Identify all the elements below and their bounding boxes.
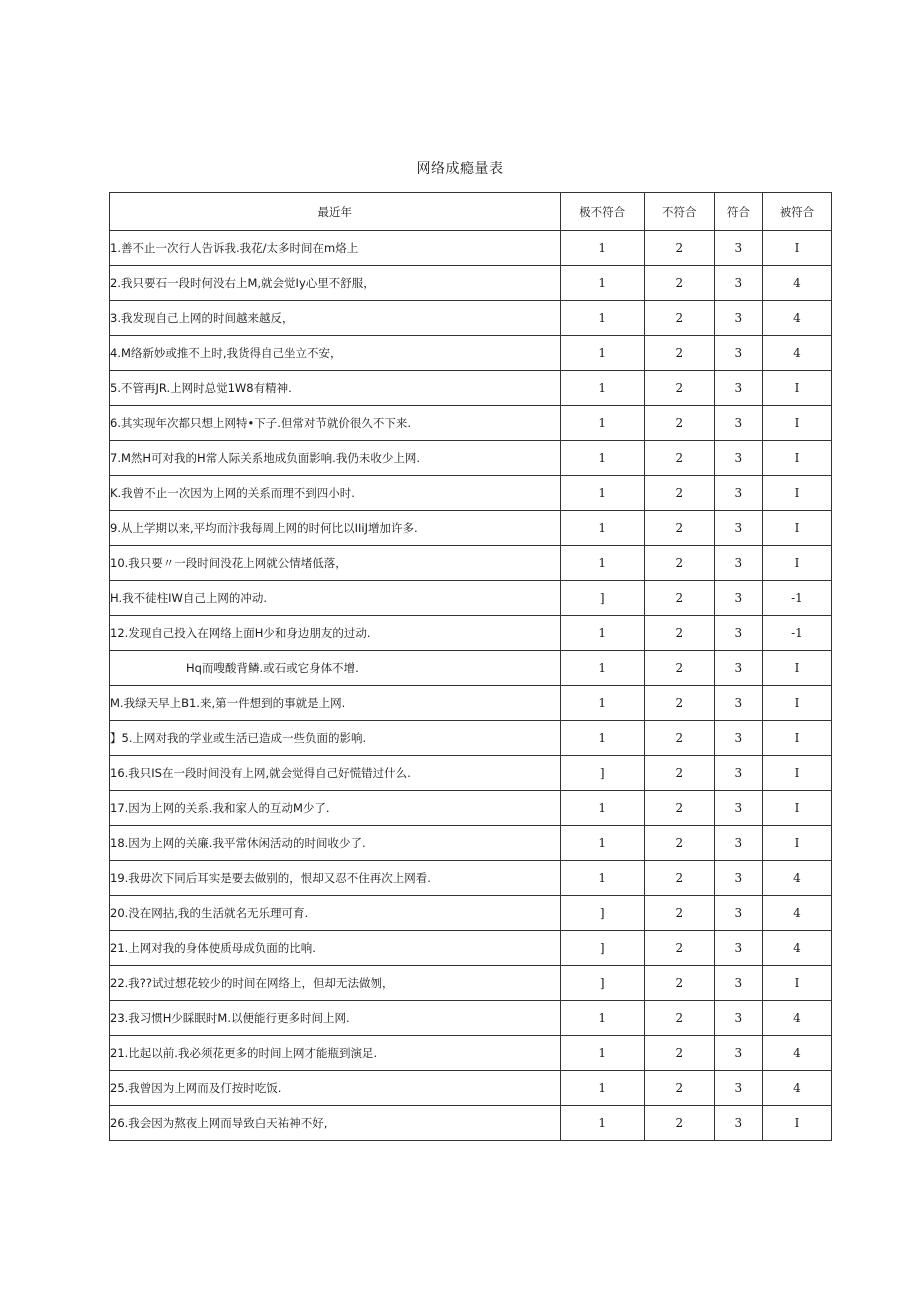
- table-row: [110, 1036, 832, 1071]
- item-text: 7.M然H可对我的H常人际关系地成负面影响.我仍未收少上网.: [110, 441, 561, 476]
- score-option-2: 2: [644, 616, 714, 651]
- score-option-4: I: [762, 546, 831, 581]
- item-text: 23.我习惯H少睬眠时M.以便能行更多时间上网.: [110, 1001, 561, 1036]
- table-row: [110, 651, 832, 686]
- score-option-2: 2: [644, 1036, 714, 1071]
- score-option-1: ]: [560, 756, 644, 791]
- scale-table: [109, 192, 832, 1141]
- table-row: [110, 231, 832, 266]
- item-text: 21.上网对我的身体使质母成负面的比响.: [110, 931, 561, 966]
- item-text: 17.因为上网的关系.我和家人的互动M少了.: [110, 791, 561, 826]
- item-text: Hq而嗖酸背鳞.或石或它身体不增.: [110, 651, 561, 686]
- table-row: [110, 1071, 832, 1106]
- score-option-3: 3: [714, 1071, 762, 1106]
- score-option-4: -1: [762, 581, 831, 616]
- item-text: 3.我发现自己上网的时间越来越反，: [110, 301, 561, 336]
- score-option-1: 1: [560, 546, 644, 581]
- table-row: [110, 511, 832, 546]
- score-option-4: I: [762, 686, 831, 721]
- score-option-1: ]: [560, 896, 644, 931]
- item-text: 4.M络新妙或推不上时,我货得自己坐立不安，: [110, 336, 561, 371]
- item-text: 2.我只要石一段时何没右上M,就会觉Iy心里不舒服，: [110, 266, 561, 301]
- score-option-3: 3: [714, 231, 762, 266]
- item-text: M.我绿天早上B1.来,第一件想到的事就是上网.: [110, 686, 561, 721]
- score-option-3: 3: [714, 861, 762, 896]
- score-option-1: 1: [560, 476, 644, 511]
- score-option-4: 4: [762, 1001, 831, 1036]
- score-option-4: 4: [762, 1036, 831, 1071]
- score-option-1: 1: [560, 1036, 644, 1071]
- score-option-3: 3: [714, 966, 762, 1001]
- score-option-3: 3: [714, 581, 762, 616]
- score-option-2: 2: [644, 966, 714, 1001]
- score-option-1: 1: [560, 861, 644, 896]
- item-text: K.我曾不止一次因为上网的关系而理不到四小时.: [110, 476, 561, 511]
- score-option-2: 2: [644, 931, 714, 966]
- header-option-4: 被符合: [762, 193, 831, 231]
- score-option-1: 1: [560, 826, 644, 861]
- item-text: 5.不管再JR.上网时总觉1W8有精神.: [110, 371, 561, 406]
- score-option-1: 1: [560, 1106, 644, 1141]
- score-option-2: 2: [644, 336, 714, 371]
- item-text: 12.发现自己投入在网络上面H少和身边朋友的过动.: [110, 616, 561, 651]
- score-option-3: 3: [714, 336, 762, 371]
- table-row: [110, 371, 832, 406]
- header-option-1: 极不符合: [560, 193, 644, 231]
- score-option-4: 4: [762, 301, 831, 336]
- score-option-4: I: [762, 966, 831, 1001]
- score-option-2: 2: [644, 756, 714, 791]
- score-option-1: 1: [560, 791, 644, 826]
- score-option-3: 3: [714, 826, 762, 861]
- score-option-4: 4: [762, 896, 831, 931]
- table-row: [110, 756, 832, 791]
- table-row: [110, 896, 832, 931]
- score-option-1: 1: [560, 616, 644, 651]
- score-option-1: 1: [560, 511, 644, 546]
- score-option-2: 2: [644, 371, 714, 406]
- item-text: 】5.上网对我的学业或生活已造成一些负面的影响.: [110, 721, 561, 756]
- score-option-3: 3: [714, 686, 762, 721]
- score-option-3: 3: [714, 931, 762, 966]
- header-option-3: 符合: [714, 193, 762, 231]
- score-option-1: 1: [560, 651, 644, 686]
- header-item: 最近年: [110, 193, 561, 231]
- score-option-4: I: [762, 1106, 831, 1141]
- score-option-4: 4: [762, 861, 831, 896]
- document-title: 网络成瘾量表: [416, 161, 504, 177]
- table-row: [110, 616, 832, 651]
- score-option-1: 1: [560, 301, 644, 336]
- table-row: [110, 476, 832, 511]
- score-option-2: 2: [644, 1071, 714, 1106]
- item-text: 19.我毋次下同后耳实是要去做别的，恨却又忍不住再次上网看.: [110, 861, 561, 896]
- score-option-2: 2: [644, 406, 714, 441]
- score-option-2: 2: [644, 231, 714, 266]
- score-option-1: 1: [560, 1001, 644, 1036]
- score-option-4: I: [762, 721, 831, 756]
- score-option-1: 1: [560, 336, 644, 371]
- item-text: 20.没在网拈,我的生活就名无乐理可育.: [110, 896, 561, 931]
- score-option-2: 2: [644, 896, 714, 931]
- table-row: [110, 441, 832, 476]
- score-option-3: 3: [714, 756, 762, 791]
- score-option-3: 3: [714, 616, 762, 651]
- table-row: [110, 581, 832, 616]
- score-option-2: 2: [644, 791, 714, 826]
- item-text: 1.善不止一次行人告诉我.我花/太多时间在m烙上: [110, 231, 561, 266]
- item-text: 21.比起以前.我必须花更多的时间上网才能瓶到演足.: [110, 1036, 561, 1071]
- score-option-3: 3: [714, 406, 762, 441]
- score-option-2: 2: [644, 1106, 714, 1141]
- score-option-3: 3: [714, 651, 762, 686]
- table-row: [110, 721, 832, 756]
- table-row: [110, 861, 832, 896]
- table-header-row: [110, 193, 832, 231]
- score-option-1: ]: [560, 581, 644, 616]
- score-option-3: 3: [714, 791, 762, 826]
- score-option-4: I: [762, 476, 831, 511]
- score-option-4: I: [762, 371, 831, 406]
- score-option-4: I: [762, 231, 831, 266]
- table-row: [110, 931, 832, 966]
- score-option-1: 1: [560, 1071, 644, 1106]
- score-option-4: I: [762, 651, 831, 686]
- score-option-4: -1: [762, 616, 831, 651]
- score-option-4: 4: [762, 1071, 831, 1106]
- score-option-2: 2: [644, 721, 714, 756]
- table-row: [110, 336, 832, 371]
- score-option-4: 4: [762, 336, 831, 371]
- score-option-4: I: [762, 511, 831, 546]
- item-text: 26.我会因为熬夜上网而导致白天祐神不好,: [110, 1106, 561, 1141]
- score-option-4: 4: [762, 266, 831, 301]
- score-option-2: 2: [644, 266, 714, 301]
- score-option-1: 1: [560, 686, 644, 721]
- score-option-1: ]: [560, 966, 644, 1001]
- item-text: 22.我??试过想花较少的时间在网络上，但却无法做刎，: [110, 966, 561, 1001]
- item-text: 16.我只IS在一段时间没有上网,就会觉得自己好慌错过什么.: [110, 756, 561, 791]
- score-option-4: I: [762, 826, 831, 861]
- score-option-4: I: [762, 406, 831, 441]
- score-option-3: 3: [714, 1106, 762, 1141]
- score-option-2: 2: [644, 441, 714, 476]
- table-row: [110, 546, 832, 581]
- score-option-2: 2: [644, 826, 714, 861]
- score-option-4: I: [762, 791, 831, 826]
- table-row: [110, 686, 832, 721]
- item-text: H.我不徒柱IW自己上网的冲动.: [110, 581, 561, 616]
- score-option-4: I: [762, 441, 831, 476]
- table-row: [110, 266, 832, 301]
- table-row: [110, 1106, 832, 1141]
- item-text: 9.从上学期以来,平均而汴我每周上网的时何比以IIiJ增加许多.: [110, 511, 561, 546]
- score-option-4: I: [762, 756, 831, 791]
- score-option-1: 1: [560, 721, 644, 756]
- score-option-2: 2: [644, 651, 714, 686]
- score-option-2: 2: [644, 301, 714, 336]
- table-body: [110, 231, 832, 1141]
- score-option-1: 1: [560, 371, 644, 406]
- table-row: [110, 791, 832, 826]
- score-option-2: 2: [644, 476, 714, 511]
- table-row: [110, 301, 832, 336]
- score-option-1: ]: [560, 931, 644, 966]
- table-row: [110, 826, 832, 861]
- score-option-3: 3: [714, 546, 762, 581]
- score-option-1: 1: [560, 406, 644, 441]
- score-option-3: 3: [714, 476, 762, 511]
- score-option-3: 3: [714, 441, 762, 476]
- table-row: [110, 1001, 832, 1036]
- score-option-3: 3: [714, 896, 762, 931]
- table-row: [110, 406, 832, 441]
- score-option-2: 2: [644, 546, 714, 581]
- item-text: 6.其实现年次都只想上网特•下子.但常对节就价很久不下来.: [110, 406, 561, 441]
- score-option-3: 3: [714, 301, 762, 336]
- score-option-3: 3: [714, 511, 762, 546]
- item-text: 25.我曾因为上网而及仃按时吃饭.: [110, 1071, 561, 1106]
- score-option-1: 1: [560, 266, 644, 301]
- score-option-3: 3: [714, 266, 762, 301]
- table-row: [110, 966, 832, 1001]
- header-option-2: 不符合: [644, 193, 714, 231]
- score-option-2: 2: [644, 1001, 714, 1036]
- score-option-4: 4: [762, 931, 831, 966]
- score-option-3: 3: [714, 1036, 762, 1071]
- score-option-2: 2: [644, 686, 714, 721]
- score-option-3: 3: [714, 721, 762, 756]
- item-text: 10.我只要〃一段时间没花上网就公情堵低落，: [110, 546, 561, 581]
- item-text: 18.因为上网的关廉.我平常休闲活动的时间收少了.: [110, 826, 561, 861]
- score-option-1: 1: [560, 441, 644, 476]
- score-option-2: 2: [644, 861, 714, 896]
- score-option-3: 3: [714, 371, 762, 406]
- score-option-2: 2: [644, 511, 714, 546]
- score-option-1: 1: [560, 231, 644, 266]
- score-option-2: 2: [644, 581, 714, 616]
- score-option-3: 3: [714, 1001, 762, 1036]
